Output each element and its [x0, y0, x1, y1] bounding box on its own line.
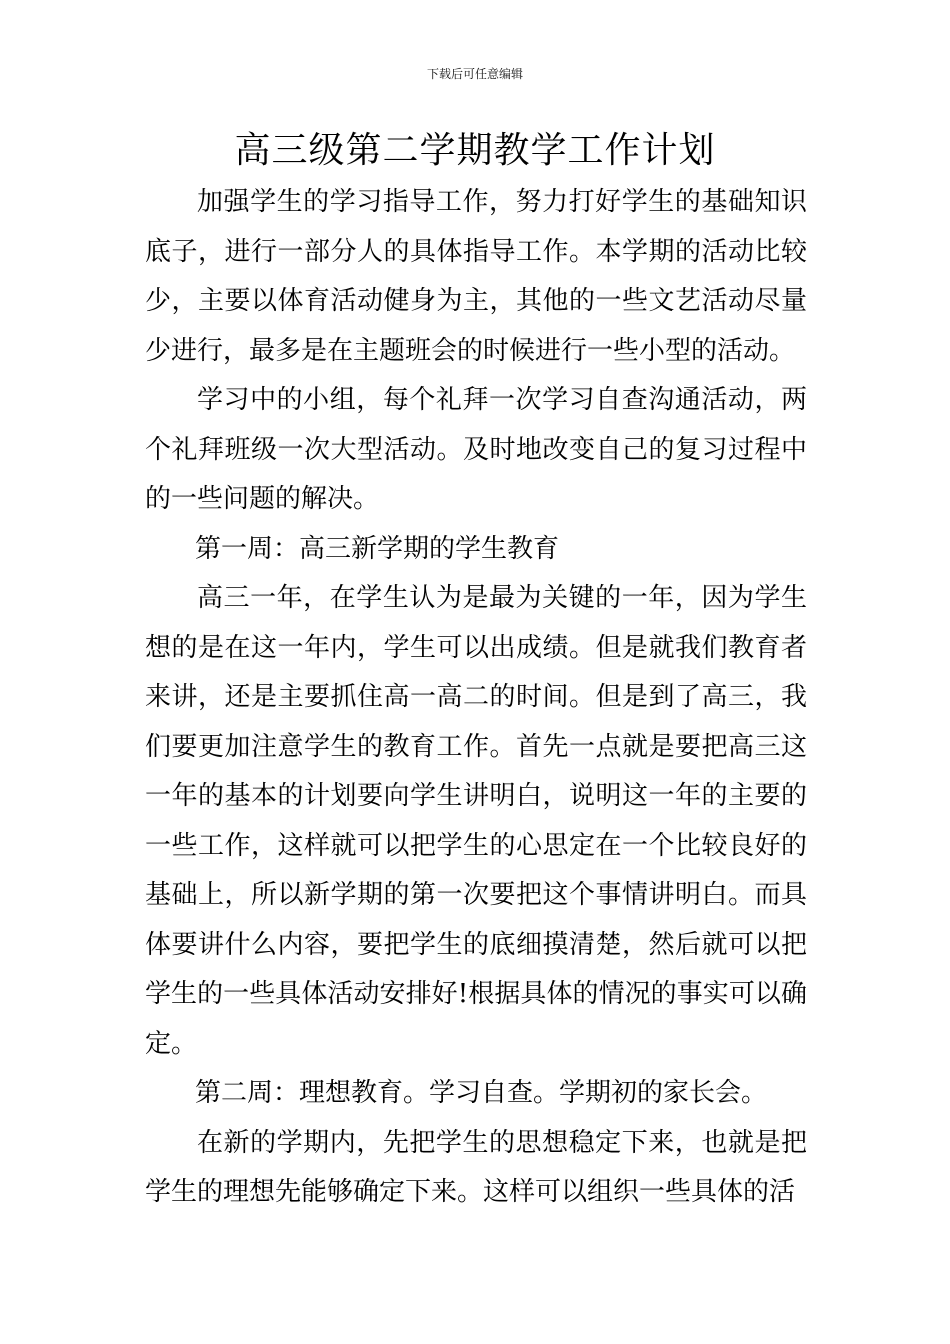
paragraph: 学习中的小组，每个礼拜一次学习自查沟通活动，两个礼拜班级一次大型活动。及时地改变自己的复习过程中的一些问题的解决。	[145, 385, 807, 514]
document-title: 高三级第二学期教学工作计划	[234, 130, 716, 171]
paragraph: 高三一年，在学生认为是最为关键的一年，因为学生想的是在这一年内，学生可以出成绩。但是就我们教育者来讲，还是主要抓住高一高二的时间。但是到了高三，我们要更加注意学生的教育工作。首先一点就是要把高三这一年的基本的计划要向学生讲明白，说明这一年的主要的一些工作，这样就可以把学生的心思定在一个比较良好的基础上，所以新学期的第一次要把这个事情讲明白。而具体要讲什么内容，要把学生的底细摸清楚，然后就可以把学生的一些具体活动安排好!根据具体的情况的事实可以确定。	[145, 583, 807, 1059]
paragraph: 在新的学期内，先把学生的思想稳定下来，也就是把学生的理想先能够确定下来。这样可以组织一些具体的活	[145, 1127, 807, 1207]
section-heading-week-1: 第一周：高三新学期的学生教育	[195, 533, 560, 564]
document-body	[145, 178, 807, 1218]
header-note: 下载后可任意编辑	[426, 67, 523, 81]
section-heading-week-2: 第二周：理想教育。学习自查。学期初的家长会。	[195, 1078, 768, 1108]
paragraph: 加强学生的学习指导工作，努力打好学生的基础知识底子，进行一部分人的具体指导工作。本学期的活动比较少，主要以体育活动健身为主，其他的一些文艺活动尽量少进行，最多是在主题班会的时候进行一些小型的活动。	[145, 187, 807, 366]
